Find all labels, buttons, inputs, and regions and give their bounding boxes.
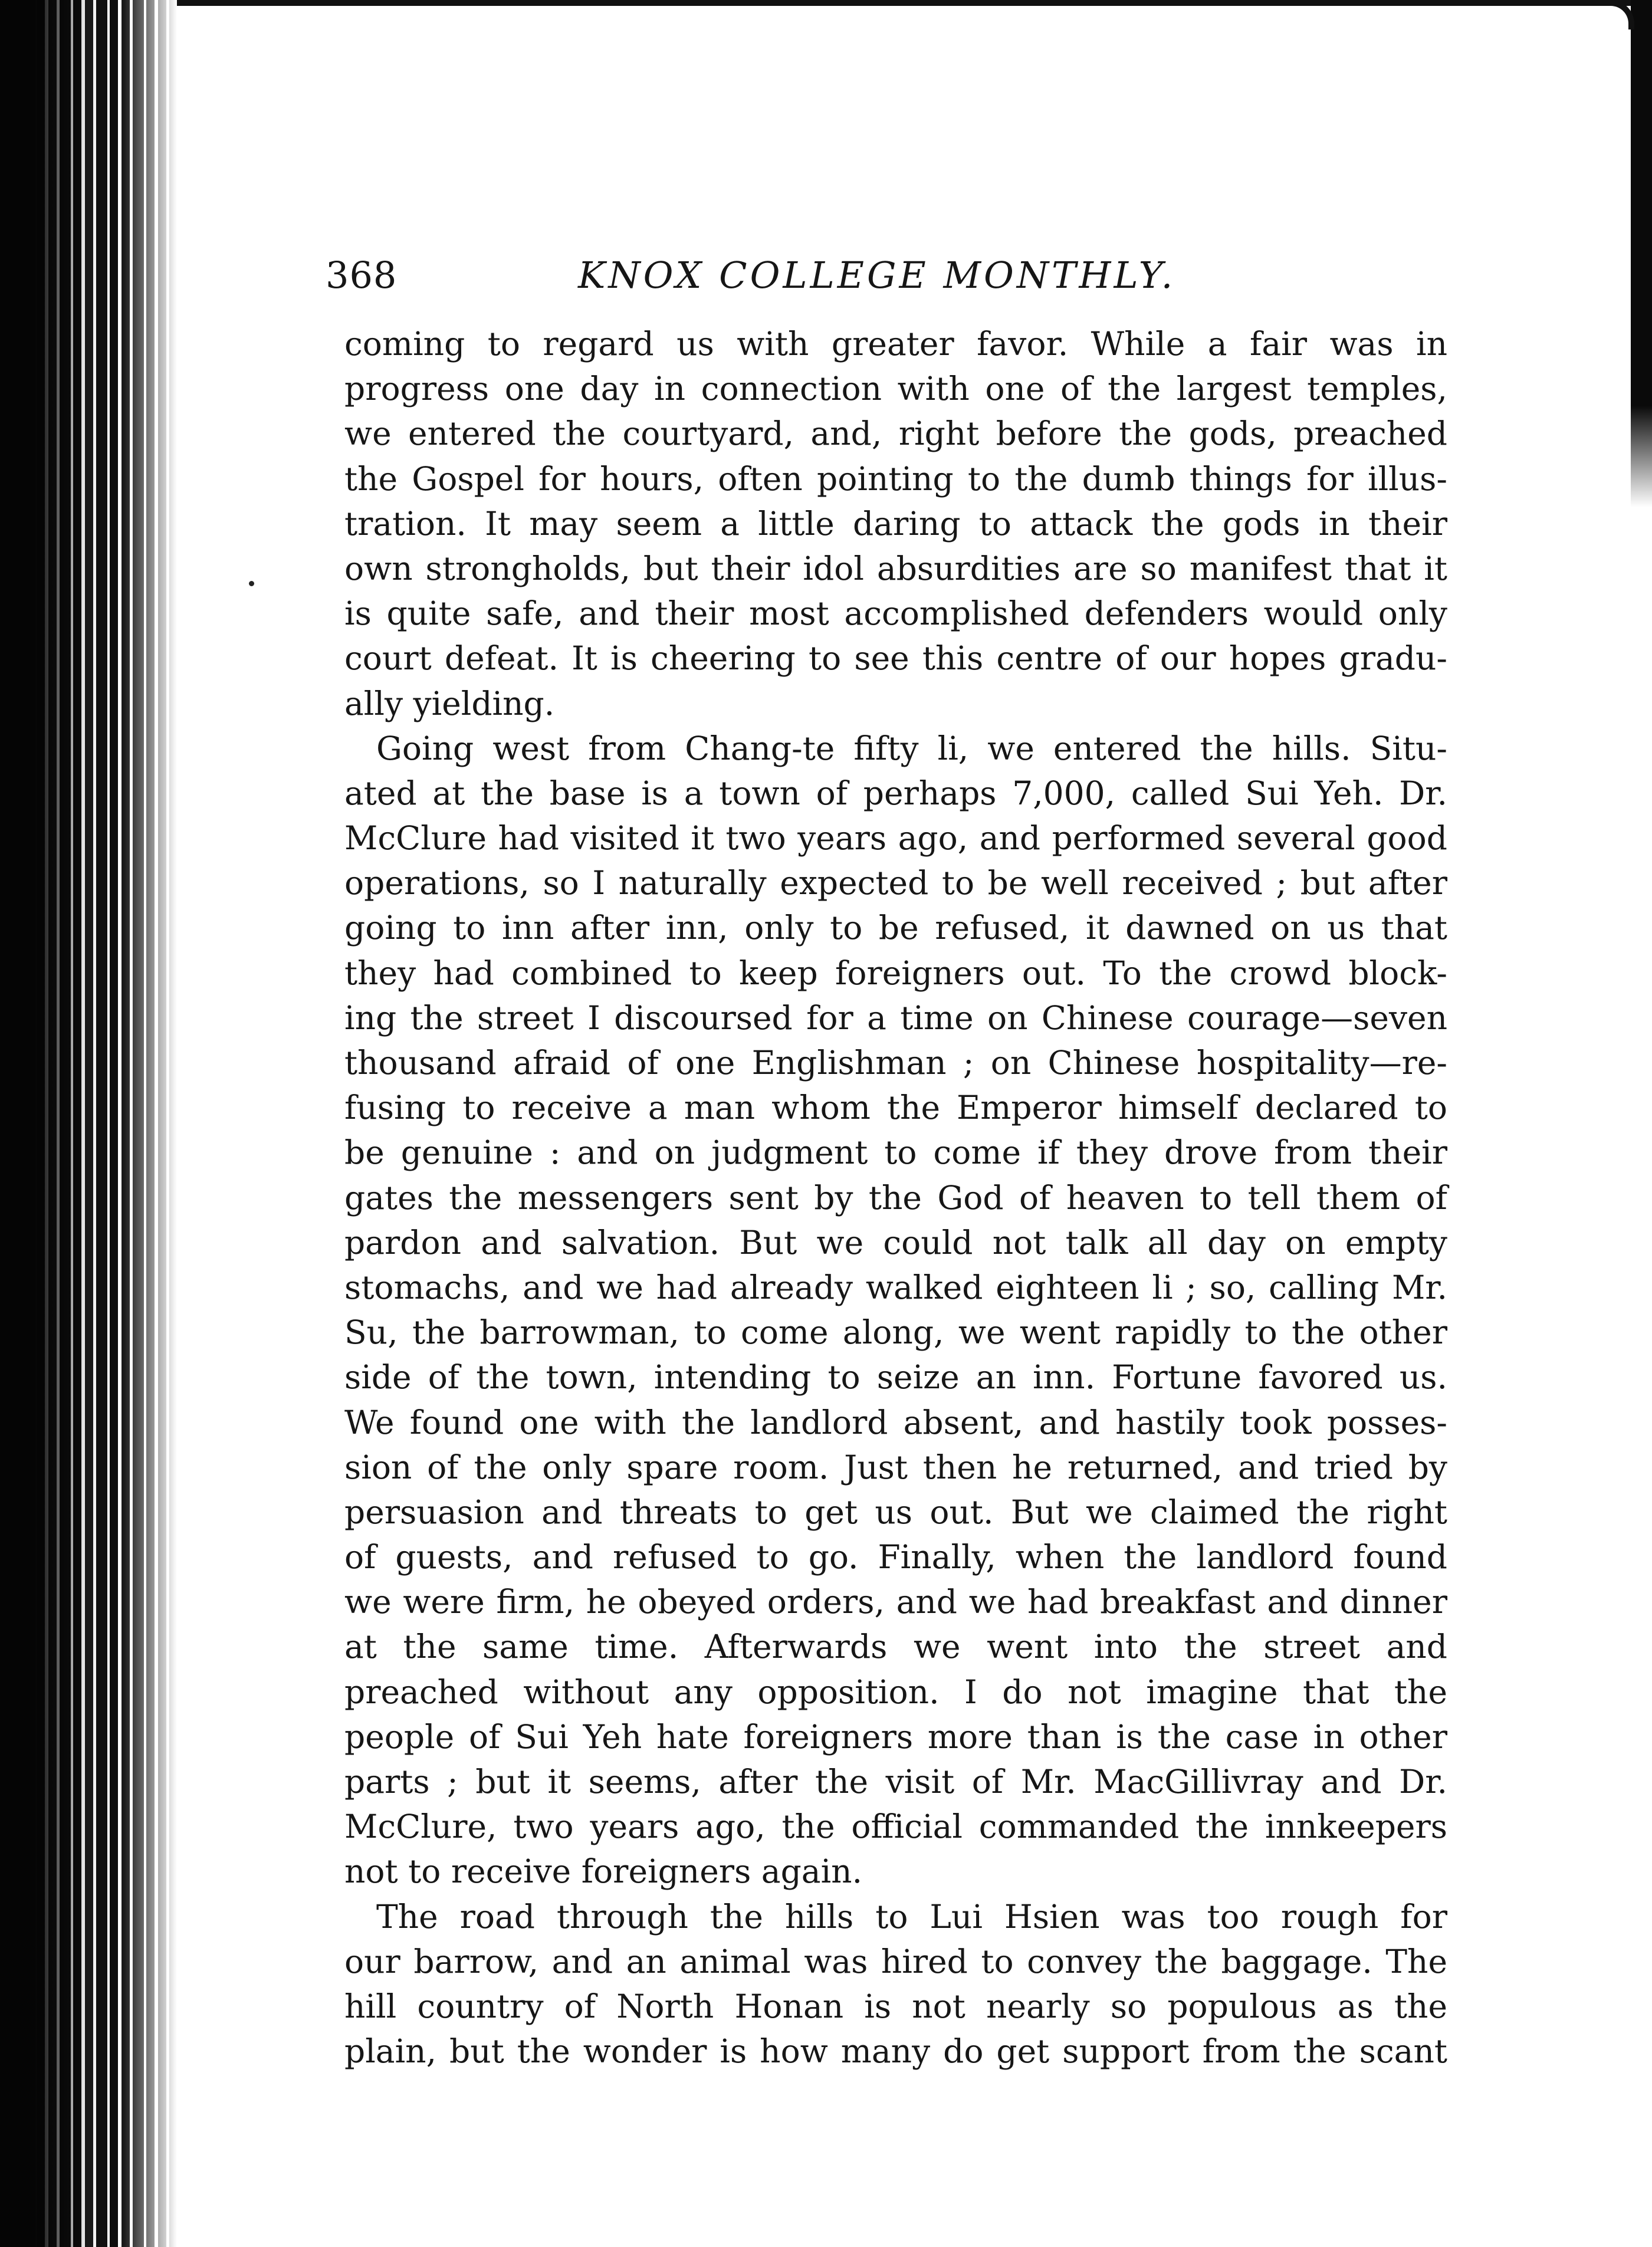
text-line: the Gospel for hours, often pointing to the dumb things for illus- (344, 459, 1447, 498)
page-number: 368 (326, 254, 398, 297)
text-line: persuasion and threats to get us out. But we claimed the right (344, 1493, 1447, 1531)
text-line: be genuine : and on judgment to come if they drove from their (344, 1134, 1447, 1172)
binding-shadow (0, 0, 88, 2247)
text-line: ally yielding. (344, 684, 555, 722)
page-right-border (1631, 0, 1652, 507)
text-line: we entered the courtyard, and, right before the gods, preached (344, 415, 1447, 453)
text-line: going to inn after inn, only to be refused, it dawned on us that (344, 909, 1447, 947)
text-line: our barrow, and an animal was hired to convey the baggage. The (344, 1942, 1447, 1980)
page-top-border (177, 0, 1634, 6)
text-line: we were firm, he obeyed orders, and we had breakfast and dinner (344, 1583, 1447, 1621)
text-line: operations, so I naturally expected to be well received ; but after (344, 864, 1447, 902)
text-line: The road through the hills to Lui Hsien was too rough for (376, 1897, 1447, 1936)
text-line: ated at the base is a town of perhaps 7,000, called Sui Yeh. Dr. (344, 774, 1447, 812)
text-line: McClure had visited it two years ago, and performed several good (344, 819, 1447, 858)
text-line: thousand afraid of one Englishman ; on Chinese hospitality—re- (344, 1044, 1447, 1082)
text-line: is quite safe, and their most accomplished defenders would only (344, 594, 1447, 633)
text-line: of guests, and refused to go. Finally, when the landlord found (344, 1538, 1447, 1576)
ink-speck (249, 581, 254, 586)
text-line: side of the town, intending to seize an inn. Fortune favored us. (344, 1358, 1447, 1397)
text-line: Going west from Chang-te fifty li, we entered the hills. Situ- (376, 729, 1447, 767)
text-line: plain, but the wonder is how many do get support from the scant (344, 2032, 1447, 2071)
running-title: KNOX COLLEGE MONTHLY. (578, 254, 1176, 297)
text-line: ing the street I discoursed for a time on Chinese courage—seven (344, 998, 1447, 1037)
text-line: own strongholds, but their idol absurdities are so manifest that it (344, 549, 1447, 587)
text-line: pardon and salvation. But we could not talk all day on empty (344, 1223, 1447, 1262)
body-text (344, 321, 1447, 2074)
text-line: preached without any opposition. I do not imagine that the (344, 1673, 1447, 1711)
text-line: people of Sui Yeh hate foreigners more than is the case in other (344, 1717, 1447, 1756)
text-line: McClure, two years ago, the official commanded the innkeepers (344, 1808, 1447, 1846)
text-line: parts ; but it seems, after the visit of Mr. MacGillivray and Dr. (344, 1763, 1447, 1801)
text-line: tration. It may seem a little daring to attack the gods in their (344, 504, 1447, 543)
text-line: stomachs, and we had already walked eighteen li ; so, calling Mr. (344, 1268, 1447, 1306)
text-line: sion of the only spare room. Just then he returned, and tried by (344, 1448, 1447, 1486)
text-line: progress one day in connection with one of the largest temples, (344, 370, 1447, 408)
text-line: hill country of North Honan is not nearly so populous as the (344, 1987, 1447, 2025)
text-line: coming to regard us with greater favor. While a fair was in (344, 325, 1447, 363)
text-line: fusing to receive a man whom the Emperor himself declared to (344, 1089, 1447, 1127)
text-line: court defeat. It is cheering to see this centre of our hopes gradu- (344, 639, 1447, 678)
text-line: at the same time. Afterwards we went into the street and (344, 1628, 1447, 1666)
text-line: they had combined to keep foreigners out. To the crowd block- (344, 954, 1447, 992)
text-line: Su, the barrowman, to come along, we went rapidly to the other (344, 1313, 1447, 1352)
page-header (326, 248, 1446, 301)
text-line: not to receive foreigners again. (344, 1852, 863, 1891)
text-line: gates the messengers sent by the God of heaven to tell them of (344, 1178, 1447, 1217)
text-line: We found one with the landlord absent, and hastily took posses- (344, 1403, 1447, 1441)
